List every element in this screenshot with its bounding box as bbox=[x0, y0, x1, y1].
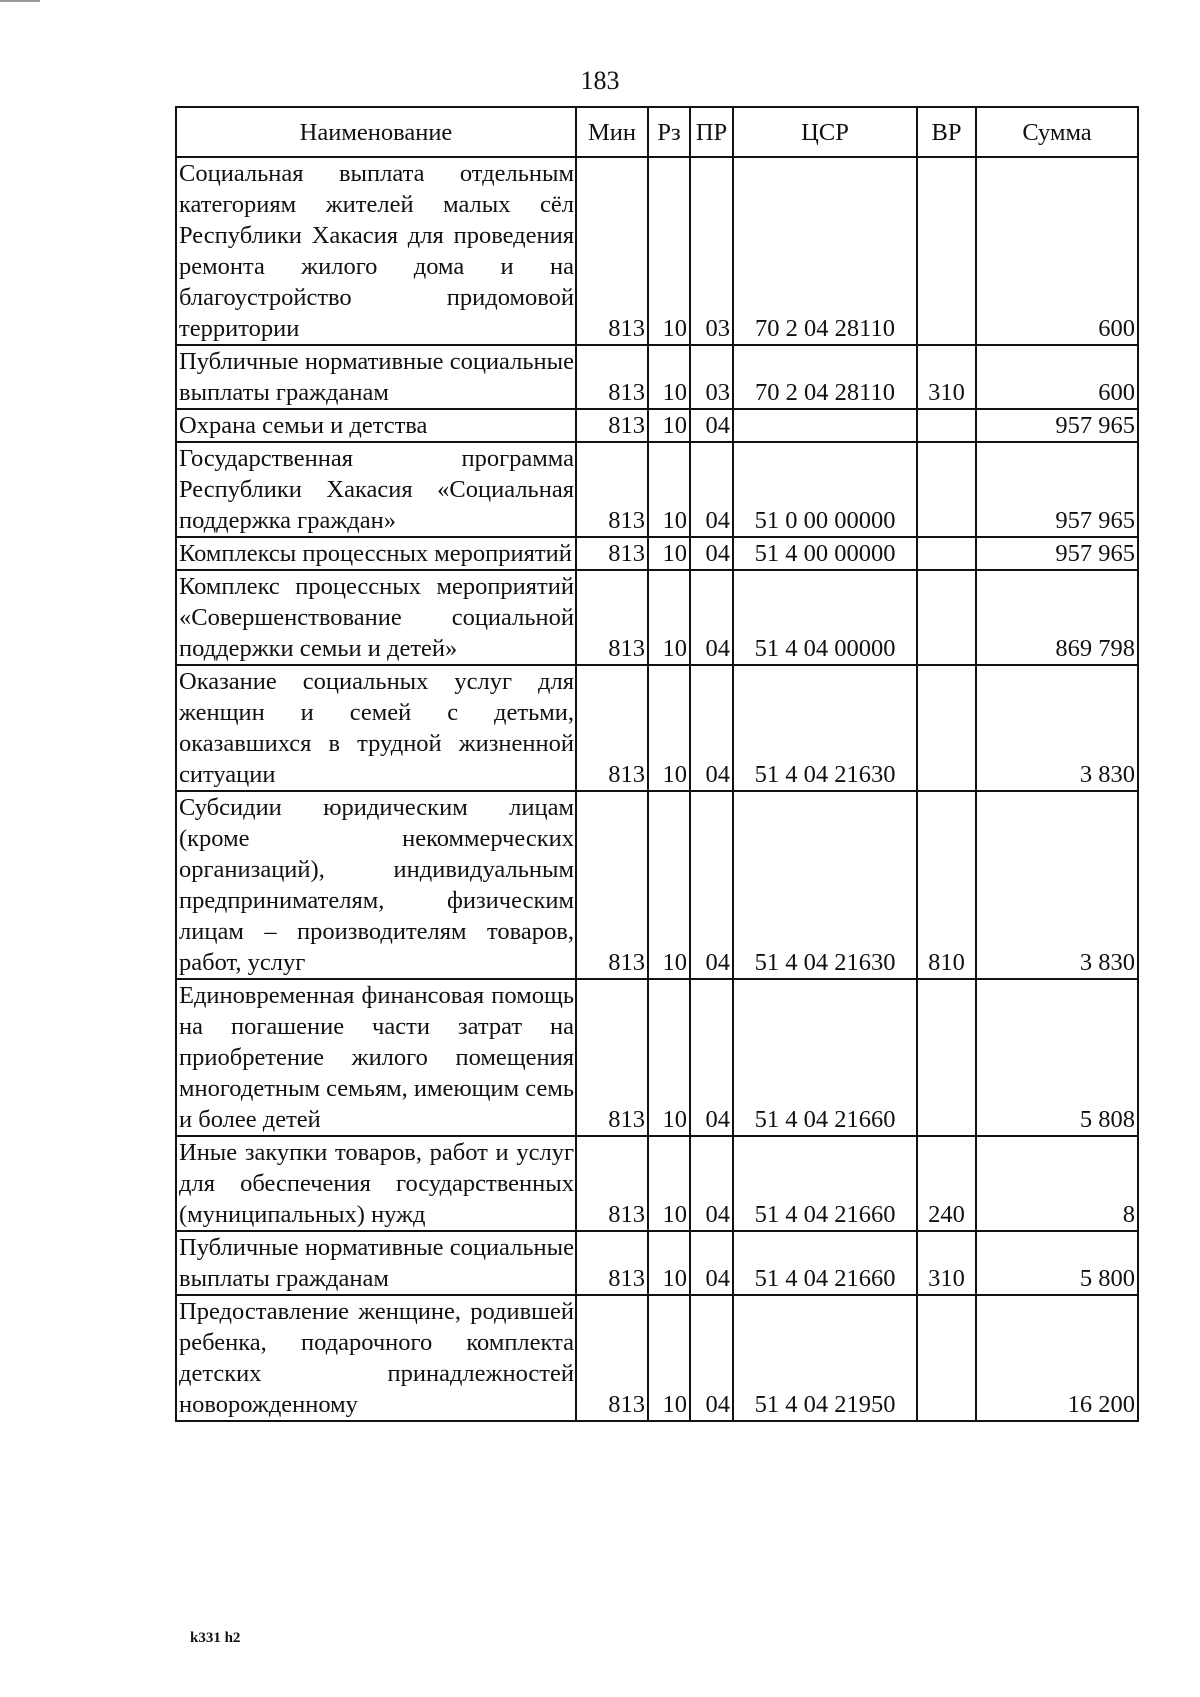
cell-pr: 04 bbox=[690, 1136, 733, 1231]
cell-min: 813 bbox=[576, 345, 648, 409]
cell-pr: 04 bbox=[690, 537, 733, 570]
cell-min: 813 bbox=[576, 1295, 648, 1421]
cell-pr: 04 bbox=[690, 665, 733, 791]
table-row bbox=[176, 345, 1138, 409]
cell-csr: 51 4 04 21950 bbox=[733, 1295, 917, 1421]
cell-csr: 51 4 00 00000 bbox=[733, 537, 917, 570]
cell-csr: 51 4 04 21630 bbox=[733, 791, 917, 979]
cell-csr: 51 4 04 21630 bbox=[733, 665, 917, 791]
column-header-min: Мин bbox=[576, 107, 648, 157]
cell-vr: 310 bbox=[917, 345, 976, 409]
cell-name: Комплексы процессных мероприятий bbox=[176, 537, 576, 570]
cell-csr: 51 0 00 00000 bbox=[733, 442, 917, 537]
table-row bbox=[176, 157, 1138, 345]
table-row bbox=[176, 791, 1138, 979]
cell-pr: 04 bbox=[690, 1295, 733, 1421]
cell-sum: 3 830 bbox=[976, 791, 1138, 979]
cell-rz: 10 bbox=[648, 570, 690, 665]
table-row bbox=[176, 409, 1138, 442]
cell-rz: 10 bbox=[648, 537, 690, 570]
cell-sum: 869 798 bbox=[976, 570, 1138, 665]
cell-name: Социальная выплата отдельным категориям жителей малых сёл Республики Хакасия для проведения ремонта жилого дома и на благоустройство придомовой территории bbox=[176, 157, 576, 345]
scan-edge-mark bbox=[0, 0, 40, 2]
cell-min: 813 bbox=[576, 1136, 648, 1231]
cell-sum: 957 965 bbox=[976, 409, 1138, 442]
cell-pr: 03 bbox=[690, 157, 733, 345]
cell-vr bbox=[917, 665, 976, 791]
cell-name: Государственная программа Республики Хакасия «Социальная поддержка граждан» bbox=[176, 442, 576, 537]
cell-name: Публичные нормативные социальные выплаты гражданам bbox=[176, 345, 576, 409]
cell-name: Комплекс процессных мероприятий «Совершенствование социальной поддержки семьи и детей» bbox=[176, 570, 576, 665]
cell-pr: 04 bbox=[690, 442, 733, 537]
table-row bbox=[176, 1231, 1138, 1295]
cell-min: 813 bbox=[576, 791, 648, 979]
cell-pr: 04 bbox=[690, 1231, 733, 1295]
cell-sum: 600 bbox=[976, 157, 1138, 345]
cell-rz: 10 bbox=[648, 157, 690, 345]
cell-rz: 10 bbox=[648, 979, 690, 1136]
cell-min: 813 bbox=[576, 409, 648, 442]
cell-csr: 51 4 04 00000 bbox=[733, 570, 917, 665]
cell-min: 813 bbox=[576, 570, 648, 665]
cell-csr: 51 4 04 21660 bbox=[733, 1136, 917, 1231]
table-header-row bbox=[176, 107, 1138, 157]
cell-sum: 8 bbox=[976, 1136, 1138, 1231]
cell-vr bbox=[917, 1295, 976, 1421]
cell-min: 813 bbox=[576, 537, 648, 570]
cell-min: 813 bbox=[576, 979, 648, 1136]
page-number: 183 bbox=[580, 66, 620, 95]
column-header-name: Наименование bbox=[176, 107, 576, 157]
cell-min: 813 bbox=[576, 665, 648, 791]
cell-rz: 10 bbox=[648, 1231, 690, 1295]
cell-pr: 04 bbox=[690, 409, 733, 442]
cell-name: Оказание социальных услуг для женщин и семей с детьми, оказавшихся в трудной жизненной ситуации bbox=[176, 665, 576, 791]
cell-rz: 10 bbox=[648, 1136, 690, 1231]
cell-vr: 810 bbox=[917, 791, 976, 979]
cell-sum: 3 830 bbox=[976, 665, 1138, 791]
cell-csr: 51 4 04 21660 bbox=[733, 1231, 917, 1295]
column-header-sum: Сумма bbox=[976, 107, 1138, 157]
column-header-csr: ЦСР bbox=[733, 107, 917, 157]
cell-sum: 957 965 bbox=[976, 537, 1138, 570]
cell-rz: 10 bbox=[648, 442, 690, 537]
cell-vr bbox=[917, 157, 976, 345]
cell-pr: 03 bbox=[690, 345, 733, 409]
cell-sum: 16 200 bbox=[976, 1295, 1138, 1421]
cell-vr bbox=[917, 979, 976, 1136]
column-header-rz: Рз bbox=[648, 107, 690, 157]
cell-sum: 5 800 bbox=[976, 1231, 1138, 1295]
cell-csr: 70 2 04 28110 bbox=[733, 345, 917, 409]
cell-vr bbox=[917, 409, 976, 442]
cell-csr bbox=[733, 409, 917, 442]
table-row bbox=[176, 537, 1138, 570]
document-code: k331 h2 bbox=[190, 1630, 241, 1646]
table-row bbox=[176, 570, 1138, 665]
cell-name: Публичные нормативные социальные выплаты гражданам bbox=[176, 1231, 576, 1295]
cell-name: Предоставление женщине, родившей ребенка, подарочного комплекта детских принадлежностей новорожденному bbox=[176, 1295, 576, 1421]
cell-pr: 04 bbox=[690, 979, 733, 1136]
cell-csr: 51 4 04 21660 bbox=[733, 979, 917, 1136]
cell-rz: 10 bbox=[648, 665, 690, 791]
cell-rz: 10 bbox=[648, 409, 690, 442]
cell-rz: 10 bbox=[648, 345, 690, 409]
column-header-vr: ВР bbox=[917, 107, 976, 157]
cell-vr: 310 bbox=[917, 1231, 976, 1295]
cell-pr: 04 bbox=[690, 570, 733, 665]
table-row bbox=[176, 1295, 1138, 1421]
cell-min: 813 bbox=[576, 157, 648, 345]
table-row bbox=[176, 665, 1138, 791]
table-row bbox=[176, 979, 1138, 1136]
cell-name: Единовременная финансовая помощь на погашение части затрат на приобретение жилого помещения многодетным семьям, имеющим семь и более детей bbox=[176, 979, 576, 1136]
cell-min: 813 bbox=[576, 1231, 648, 1295]
cell-csr: 70 2 04 28110 bbox=[733, 157, 917, 345]
cell-rz: 10 bbox=[648, 791, 690, 979]
cell-vr bbox=[917, 442, 976, 537]
table-row bbox=[176, 1136, 1138, 1231]
cell-name: Иные закупки товаров, работ и услуг для обеспечения государственных (муниципальных) нужд bbox=[176, 1136, 576, 1231]
column-header-pr: ПР bbox=[690, 107, 733, 157]
cell-vr: 240 bbox=[917, 1136, 976, 1231]
cell-sum: 957 965 bbox=[976, 442, 1138, 537]
cell-sum: 5 808 bbox=[976, 979, 1138, 1136]
table-body bbox=[176, 157, 1138, 1421]
cell-pr: 04 bbox=[690, 791, 733, 979]
cell-rz: 10 bbox=[648, 1295, 690, 1421]
cell-sum: 600 bbox=[976, 345, 1138, 409]
budget-table bbox=[175, 106, 1139, 1422]
cell-vr bbox=[917, 537, 976, 570]
table-row bbox=[176, 442, 1138, 537]
cell-name: Охрана семьи и детства bbox=[176, 409, 576, 442]
cell-name: Субсидии юридическим лицам (кроме некоммерческих организаций), индивидуальным предпринимателям, физическим лицам – производителям товаров, работ, услуг bbox=[176, 791, 576, 979]
cell-vr bbox=[917, 570, 976, 665]
cell-min: 813 bbox=[576, 442, 648, 537]
